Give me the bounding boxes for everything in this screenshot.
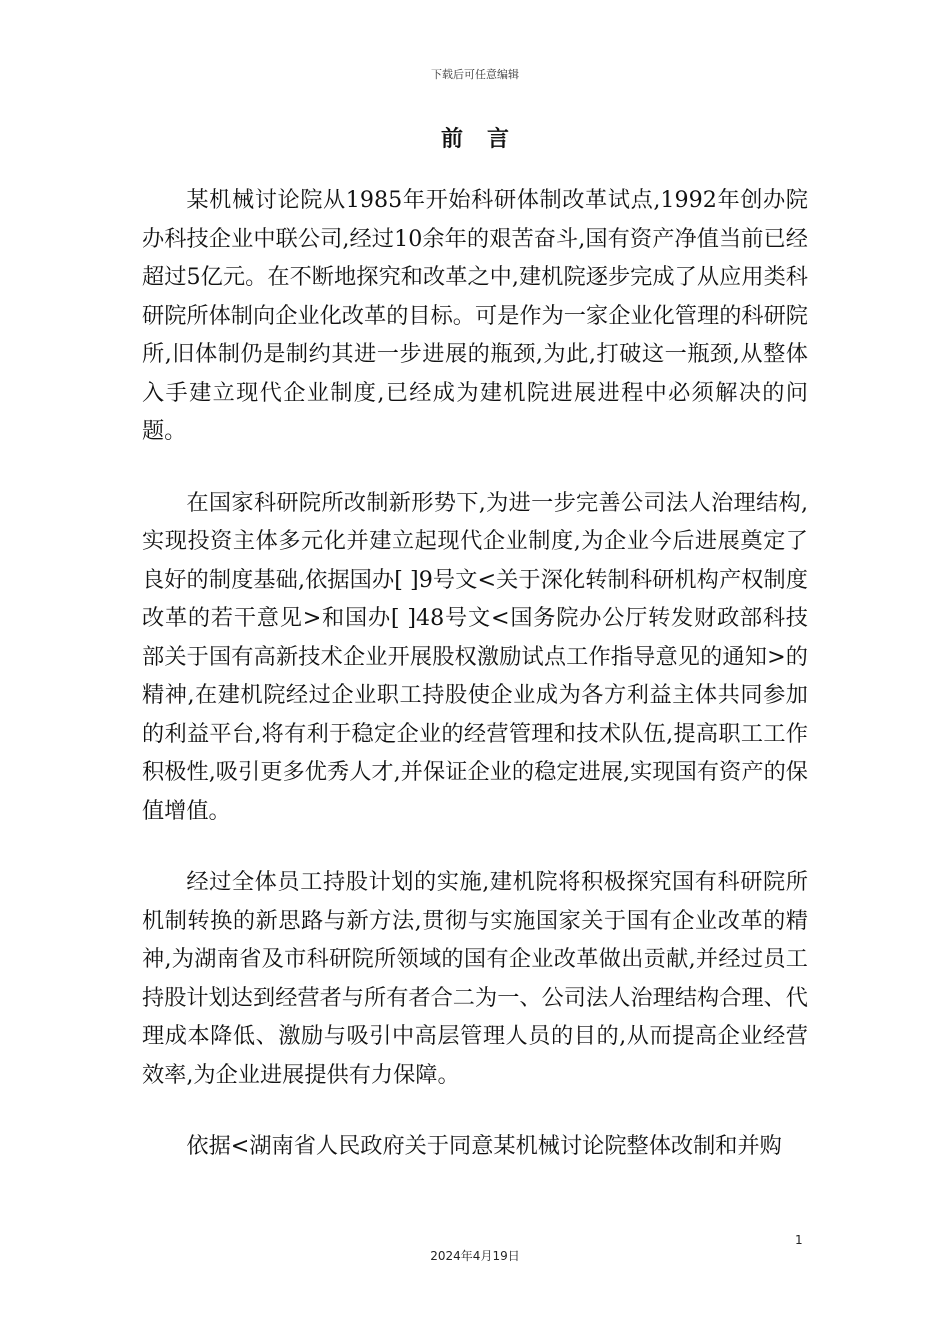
page-number: 1 bbox=[795, 1233, 803, 1247]
document-title: 前言 bbox=[440, 126, 533, 152]
paragraph-3: 经过全体员工持股计划的实施,建机院将积极探究国有科研院所机制转换的新思路与新方法,贯彻与实施国家关于国有企业改革的精神,为湖南省及市科研院所领域的国有企业改革做出贡献,并经过员工持股计划达到经营者与所有者合二为一、公司法人治理结构合理、代理成本降低、激励与吸引中高层管理人员的目的,从而提高企业经营效率,为企业进展提供有力保障。 bbox=[142, 869, 808, 1088]
footer-date: 2024年4月19日 bbox=[430, 1249, 520, 1263]
document-body bbox=[142, 181, 808, 1199]
paragraph-4: 依据<湖南省人民政府关于同意某机械讨论院整体改制和并购 bbox=[186, 1133, 782, 1159]
paragraph-2: 在国家科研院所改制新形势下,为进一步完善公司法人治理结构,实现投资主体多元化并建立起现代企业制度,为企业今后进展奠定了良好的制度基础,依据国办[ ]9号文<关于深化转制科研机构产权制度改革的若干意见>和国办[ ]48号文<国务院办公厅转发财政部科技部关于国有高新技术企业开展股权激励试点工作指导意见的通知>的精神,在建机院经过企业职工持股使企业成为各方利益主体共同参加的利益平台,将有利于稳定企业的经营管理和技术队伍,提高职工工作积极性,吸引更多优秀人才,并保证企业的稳定进展,实现国有资产的保值增值。 bbox=[142, 489, 808, 824]
header-note: 下载后可任意编辑 bbox=[431, 68, 519, 81]
paragraph-1: 某机械讨论院从1985年开始科研体制改革试点,1992年创办院办科技企业中联公司,经过10余年的艰苦奋斗,国有资产净值当前已经超过5亿元。在不断地探究和改革之中,建机院逐步完成了从应用类科研院所体制向企业化改革的目标。可是作为一家企业化管理的科研院所,旧体制仍是制约其进一步进展的瓶颈,为此,打破这一瓶颈,从整体入手建立现代企业制度,已经成为建机院进展进程中必须解决的问题。 bbox=[142, 187, 808, 444]
